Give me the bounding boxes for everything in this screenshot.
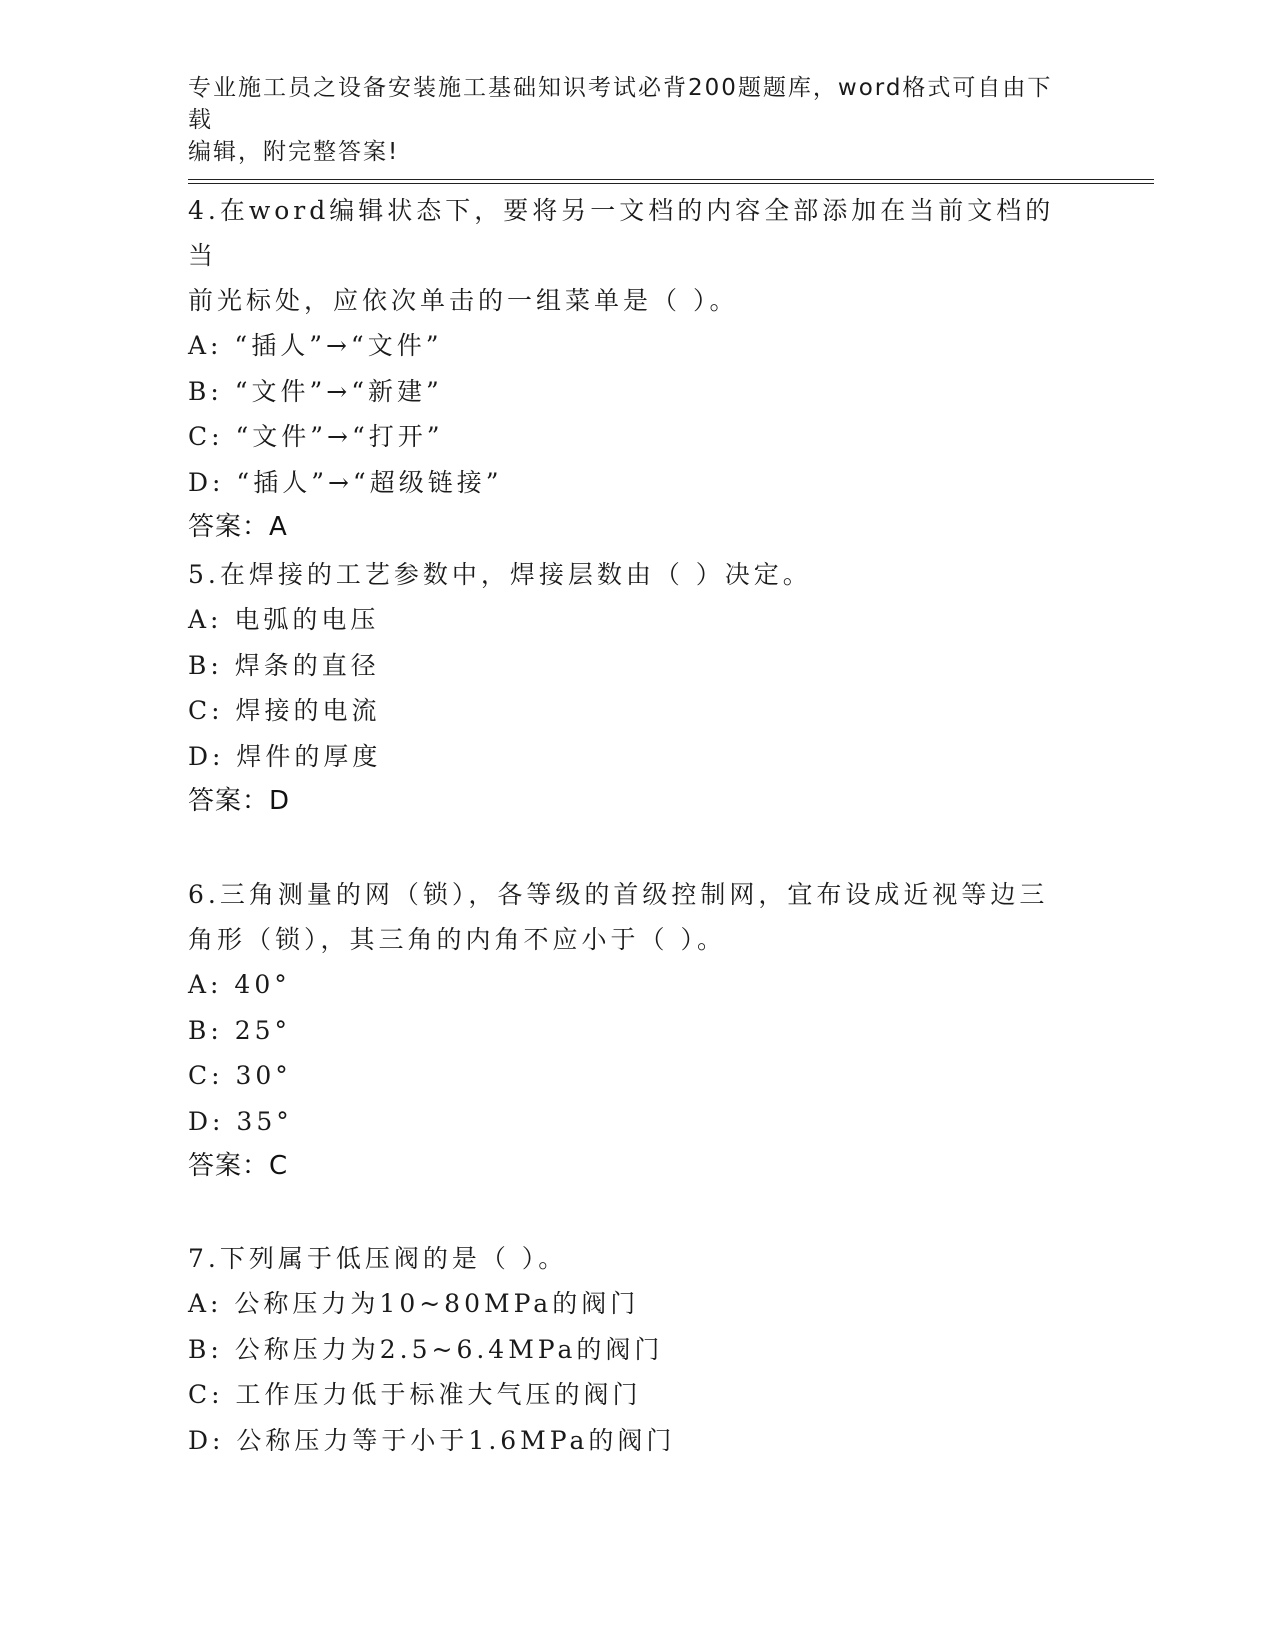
question-6: [188, 872, 1068, 1189]
question-stem-line-2: 角形（锁），其三角的内角不应小于（ ）。: [188, 925, 726, 954]
option-c: C: 30°: [188, 1061, 292, 1090]
option-c: C: 工作压力低于标准大气压的阀门: [188, 1380, 642, 1409]
option-d: D: 焊件的厚度: [188, 741, 382, 771]
option-d: D: 公称压力等于小于1.6MPa的阀门: [188, 1425, 676, 1455]
header-line-2: 编辑，附完整答案!: [188, 139, 400, 165]
question-7: [188, 1236, 1068, 1463]
question-4: [188, 188, 1068, 550]
option-b: B: 公称压力为2.5~6.4MPa的阀门: [188, 1334, 664, 1364]
header-line-1: 专业施工员之设备安装施工基础知识考试必背200题题库，word格式可自由下载: [188, 75, 1053, 133]
option-b: B: 焊条的直径: [188, 650, 380, 680]
question-stem-line-1: 7.下列属于低压阀的是（ ）。: [188, 1244, 568, 1273]
option-d: D: 35°: [188, 1106, 293, 1136]
answer-line: 答案：A: [188, 512, 288, 542]
question-stem-line-2: 前光标处，应依次单击的一组菜单是（ ）。: [188, 286, 739, 315]
question-stem-line-1: 4.在word编辑状态下，要将另一文档的内容全部添加在当前文档的当: [188, 196, 1055, 270]
header-divider-bottom: [188, 183, 1154, 184]
question-stem-line-1: 6.三角测量的网（锁），各等级的首级控制网，宜布设成近视等边三: [188, 880, 1049, 909]
document-header: [188, 72, 1068, 168]
option-b: B: 25°: [188, 1015, 292, 1045]
option-c: C: 焊接的电流: [188, 696, 381, 725]
option-a: A: 电弧的电压: [188, 605, 380, 634]
option-a: A: 公称压力为10~80MPa的阀门: [188, 1289, 640, 1318]
option-d: D: “插人”→“超级链接”: [188, 467, 503, 497]
option-c: C: “文件”→“打开”: [188, 422, 444, 451]
option-b: B: “文件”→“新建”: [188, 376, 443, 406]
option-a: A: 40°: [188, 970, 291, 999]
answer-line: 答案：C: [188, 1151, 289, 1181]
option-a: A: “插人”→“文件”: [188, 331, 443, 360]
question-5: [188, 552, 1068, 824]
header-divider-top: [188, 179, 1154, 180]
answer-line: 答案：D: [188, 786, 291, 816]
question-stem-line-1: 5.在焊接的工艺参数中，焊接层数由（ ）决定。: [188, 560, 812, 589]
